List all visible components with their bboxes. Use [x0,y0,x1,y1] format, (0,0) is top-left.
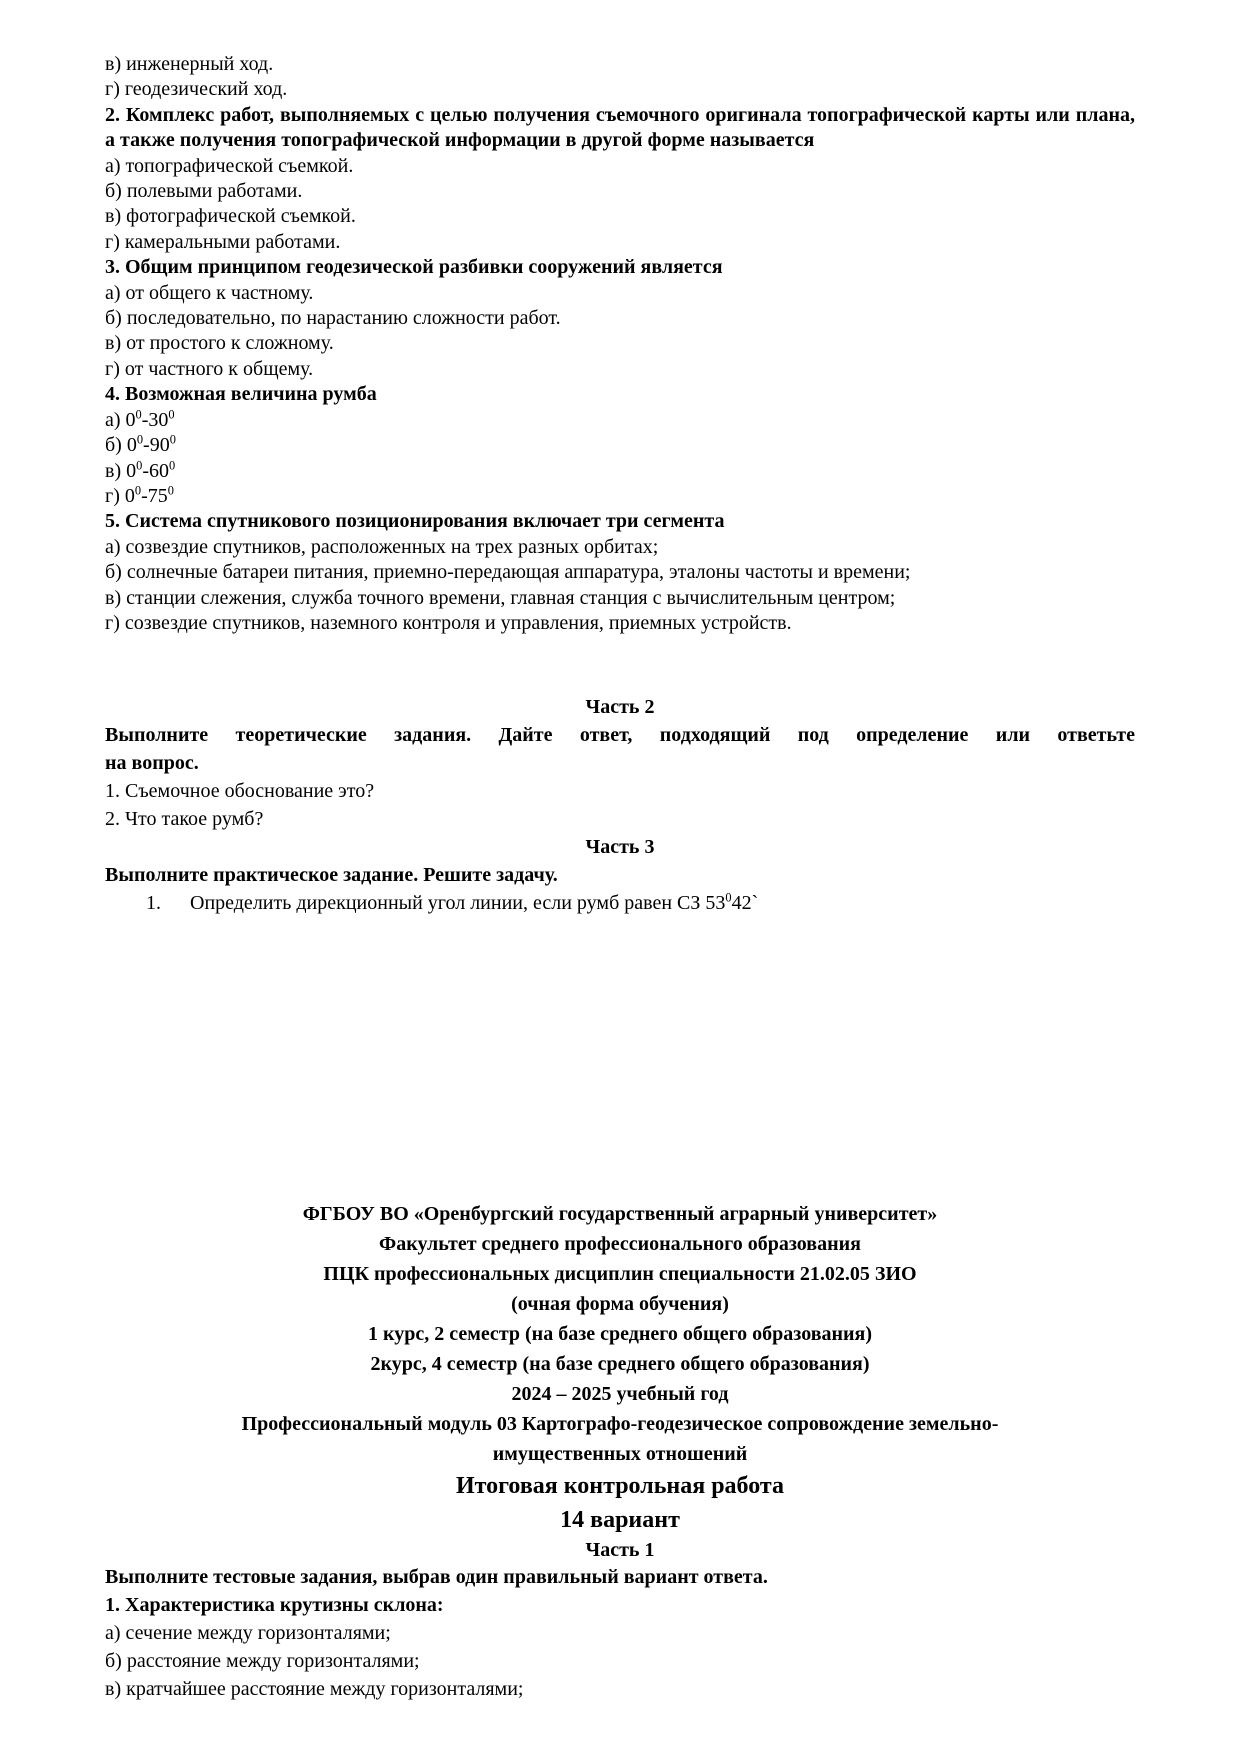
theory-question: 1. Съемочное обоснование это? [105,780,375,803]
part-heading: Часть 2 [585,696,655,719]
task-item [105,889,1135,917]
question-number: 4 [105,383,115,406]
answer-option: г) камеральными работами. [105,230,341,253]
answer-option: в) от простого к сложному. [105,332,334,355]
header-line-year: 2024 – 2025 учебный год [511,1383,729,1406]
degree-superscript: 0 [168,407,175,422]
degree-superscript: 0 [135,407,142,422]
degree-superscript: 0 [167,483,174,498]
part-heading: Часть 3 [585,836,655,859]
answer-option: г) от частного к общему. [105,357,314,380]
answer-option: б) расстояние между горизонталями; [105,1650,420,1673]
blank-gap [105,917,1135,1199]
answer-option: в) $0^0-60^0$ [105,457,176,482]
degree-superscript: 0 [725,890,732,905]
answer-option: в) инженерный ход. [105,53,274,75]
test-section [105,52,1135,636]
header-line-study-form: (очная форма обучения) [511,1293,729,1316]
degree-superscript: 0 [169,432,176,447]
header-line-course2: 2курс, 4 семестр (на базе среднего общего образования) [370,1353,870,1376]
question-title: 1. Характеристика крутизны склона: [105,1594,444,1617]
degree-superscript: 0 [134,483,142,498]
part1-section [105,1563,1135,1703]
title-header-block [105,1199,1135,1563]
answer-option: г) $0^0-75^0$ [105,483,174,507]
variant-title: 14 вариант [560,1507,680,1534]
answer-option: г) созвездие спутников, наземного контроля и управления, приемных устройств. [105,611,792,634]
answer-option: в) фотографической съемкой. [105,205,356,228]
header-line-faculty: Факультет среднего профессионального образования [379,1233,861,1256]
work-title: Итоговая контрольная работа [455,1473,784,1500]
theory-question: 2. Что такое румб? [105,808,264,831]
answer-option: б) полевыми работами. [105,180,303,203]
task-number: 1. [146,892,161,915]
answer-option: а) топографической съемкой. [105,154,354,177]
answer-option: в) кратчайшее расстояние между горизонталями; [105,1678,524,1701]
question-title [105,382,1135,407]
answer-option: г) геодезический ход. [105,78,288,101]
answer-option: а) сечение между горизонталями; [105,1622,391,1645]
header-line-module: Профессиональный модуль 03 Картографо-геодезическое сопровождение земельно- [241,1413,999,1436]
part-instruction: Выполните тестовые задания, выбрав один правильный вариант ответа. [105,1566,768,1589]
question-title-continued: а также получения топографической информации в другой форме называется [105,129,815,152]
answer-option: а) $0^0-30^0$ [105,407,175,431]
degree-superscript: 0 [168,457,176,472]
part-heading: Часть 1 [585,1539,655,1562]
part2-section [105,693,1135,833]
question-text: . Возможная величина румба [115,383,377,406]
header-line-course1: 1 курс, 2 семестр (на базе среднего общего образования) [367,1323,873,1346]
answer-option: а) от общего к частному. [105,281,314,304]
header-line-university: ФГБОУ ВО «Оренбургский государственный аграрный университет» [302,1203,938,1226]
header-line-module-continued: имущественных отношений [492,1443,748,1466]
answer-option: а) созвездие спутников, расположенных на трех разных орбитах; [105,535,659,558]
question-title: 2. Комплекс работ, выполняемых с целью получения съемочного оригинала топографической карты или плана, [105,103,1135,126]
part-instruction: Выполните практическое задание. Решите задачу. [105,864,558,887]
question-title: 5. Система спутникового позиционирования включает три сегмента [105,510,725,533]
degree-superscript: 0 [136,432,144,447]
part3-section [105,833,1135,917]
question-title: 3. Общим принципом геодезической разбивки сооружений является [105,256,723,279]
task-text: Определить дирекционный угол линии, если румб равен СЗ $53^042`$ [190,890,759,915]
answer-option: б) солнечные батареи питания, приемно-передающая аппаратура, эталоны частоты и времени; [105,561,911,584]
part-instruction-continued: на вопрос. [105,752,199,775]
answer-option: б) $0^0-90^0$ [105,432,176,457]
degree-superscript: 0 [136,457,143,472]
part-instruction: Выполните теоретические задания. Дайте ответ, подходящий под определение или ответьте [105,724,1135,747]
answer-option: б) последовательно, по нарастанию сложности работ. [105,307,561,330]
answer-option: в) станции слежения, служба точного времени, главная станция с вычислительным центром; [105,586,896,609]
header-line-department: ПЦК профессиональных дисциплин специальности 21.02.05 ЗИО [323,1263,917,1286]
